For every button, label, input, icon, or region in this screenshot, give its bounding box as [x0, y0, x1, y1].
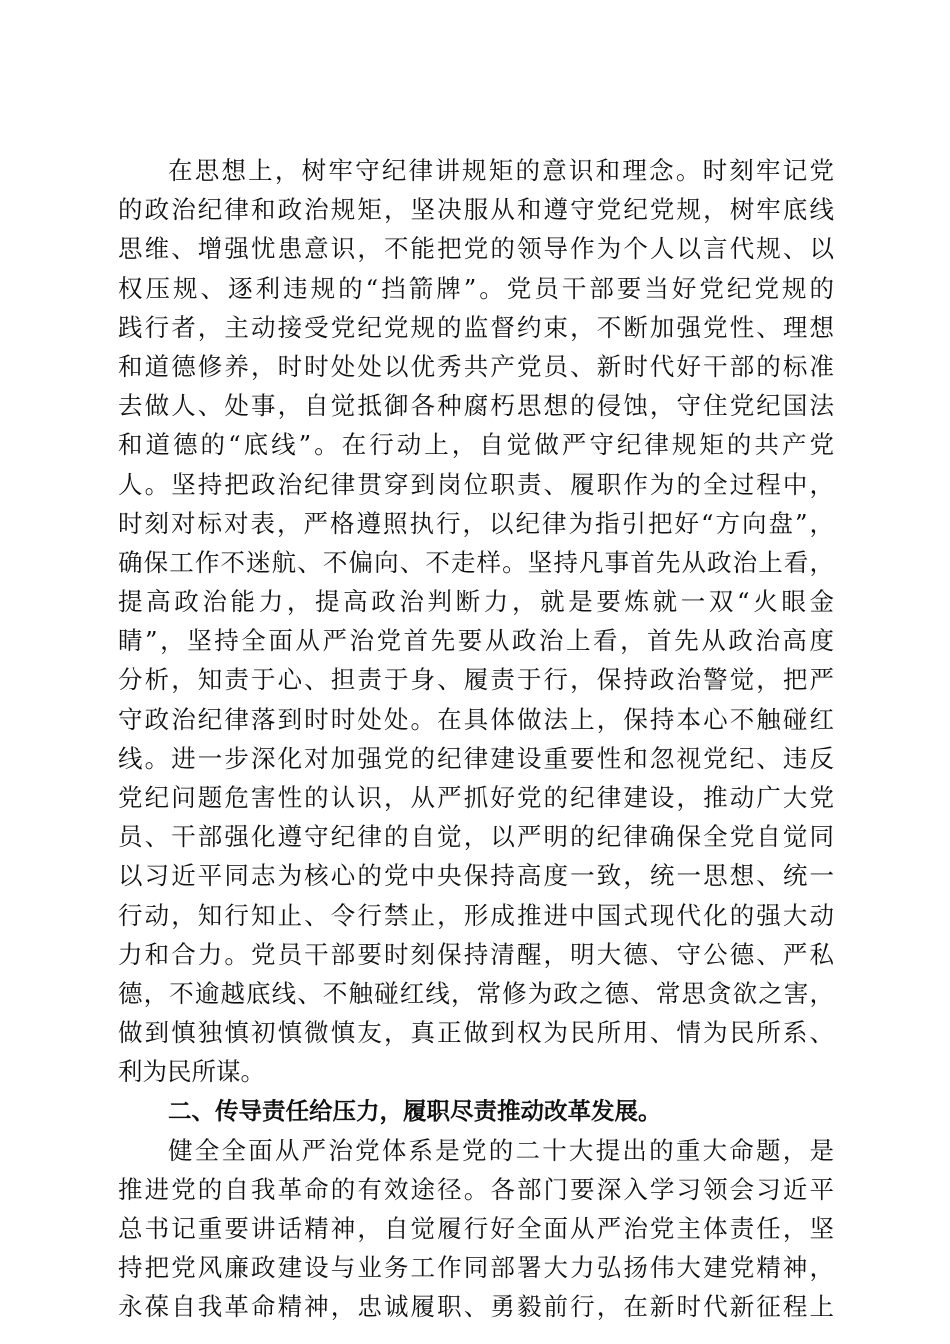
text-line: 分析，知责于心、担责于身、履责于行，保持政治警觉，把严 [118, 665, 834, 695]
paragraph-discipline [118, 151, 834, 1092]
text-line: 的政治纪律和政治规矩，坚决服从和遵守党纪党规，树牢底线 [118, 195, 834, 225]
text-line: 以习近平同志为核心的党中央保持高度一致，统一思想、统一 [118, 861, 834, 891]
text-line: 健全全面从严治党体系是党的二十大提出的重大命题，是 [168, 1135, 834, 1165]
text-line: 践行者，主动接受党纪党规的监督约束，不断加强党性、理想 [118, 312, 834, 342]
text-line: 利为民所谋。 [118, 1057, 265, 1087]
text-line: 员、干部强化遵守纪律的自觉，以严明的纪律确保全党自觉同 [118, 822, 834, 852]
text-line: 时刻对标对表，严格遵照执行，以纪律为指引把好“方向盘”， [118, 508, 834, 538]
text-line: 推进党的自我革命的有效途径。各部门要深入学习领会习近平 [118, 1174, 834, 1204]
text-line: 睛”，坚持全面从严治党首先要从政治上看，首先从政治高度 [118, 626, 834, 656]
section-heading: 二、传导责任给压力，履职尽责推动改革发展。 [168, 1096, 662, 1125]
paragraph-responsibility [118, 1131, 834, 1327]
text-line: 持把党风廉政建设与业务工作同部署大力弘扬伟大建党精神， [118, 1253, 834, 1283]
text-line: 在思想上，树牢守纪律讲规矩的意识和理念。时刻牢记党 [168, 156, 834, 185]
text-line: 党纪问题危害性的认识，从严抓好党的纪律建设，推动广大党 [118, 783, 834, 812]
text-line: 永葆自我革命精神，忠诚履职、勇毅前行，在新时代新征程上 [118, 1292, 834, 1322]
text-line: 权压规、逐利违规的“挡箭牌”。党员干部要当好党纪党规的 [118, 273, 834, 303]
document-page [118, 151, 834, 1327]
text-line: 德，不逾越底线、不触碰红线，常修为政之德、常思贪欲之害， [118, 978, 834, 1008]
text-line: 行动，知行知止、令行禁止，形成推进中国式现代化的强大动 [118, 900, 834, 930]
text-line: 提高政治能力，提高政治判断力，就是要炼就一双“火眼金 [118, 587, 834, 617]
text-line: 线。进一步深化对加强党的纪律建设重要性和忽视党纪、违反 [118, 743, 834, 773]
text-line: 力和合力。党员干部要时刻保持清醒，明大德、守公德、严私 [118, 939, 834, 969]
text-line: 总书记重要讲话精神，自觉履行好全面从严治党主体责任，坚 [118, 1214, 834, 1244]
text-line: 思维、增强忧患意识，不能把党的领导作为个人以言代规、以 [118, 234, 834, 264]
text-line: 和道德修养，时时处处以优秀共产党员、新时代好干部的标准 [118, 351, 834, 381]
text-line: 人。坚持把政治纪律贯穿到岗位职责、履职作为的全过程中， [118, 469, 834, 499]
text-line: 做到慎独慎初慎微慎友，真正做到权为民所用、情为民所系、 [118, 1018, 834, 1048]
text-line: 守政治纪律落到时时处处。在具体做法上，保持本心不触碰红 [118, 704, 834, 734]
text-line: 确保工作不迷航、不偏向、不走样。坚持凡事首先从政治上看， [118, 547, 834, 577]
text-line: 去做人、处事，自觉抵御各种腐朽思想的侵蚀，守住党纪国法 [118, 391, 834, 421]
text-line: 和道德的“底线”。在行动上，自觉做严守纪律规矩的共产党 [118, 430, 834, 460]
